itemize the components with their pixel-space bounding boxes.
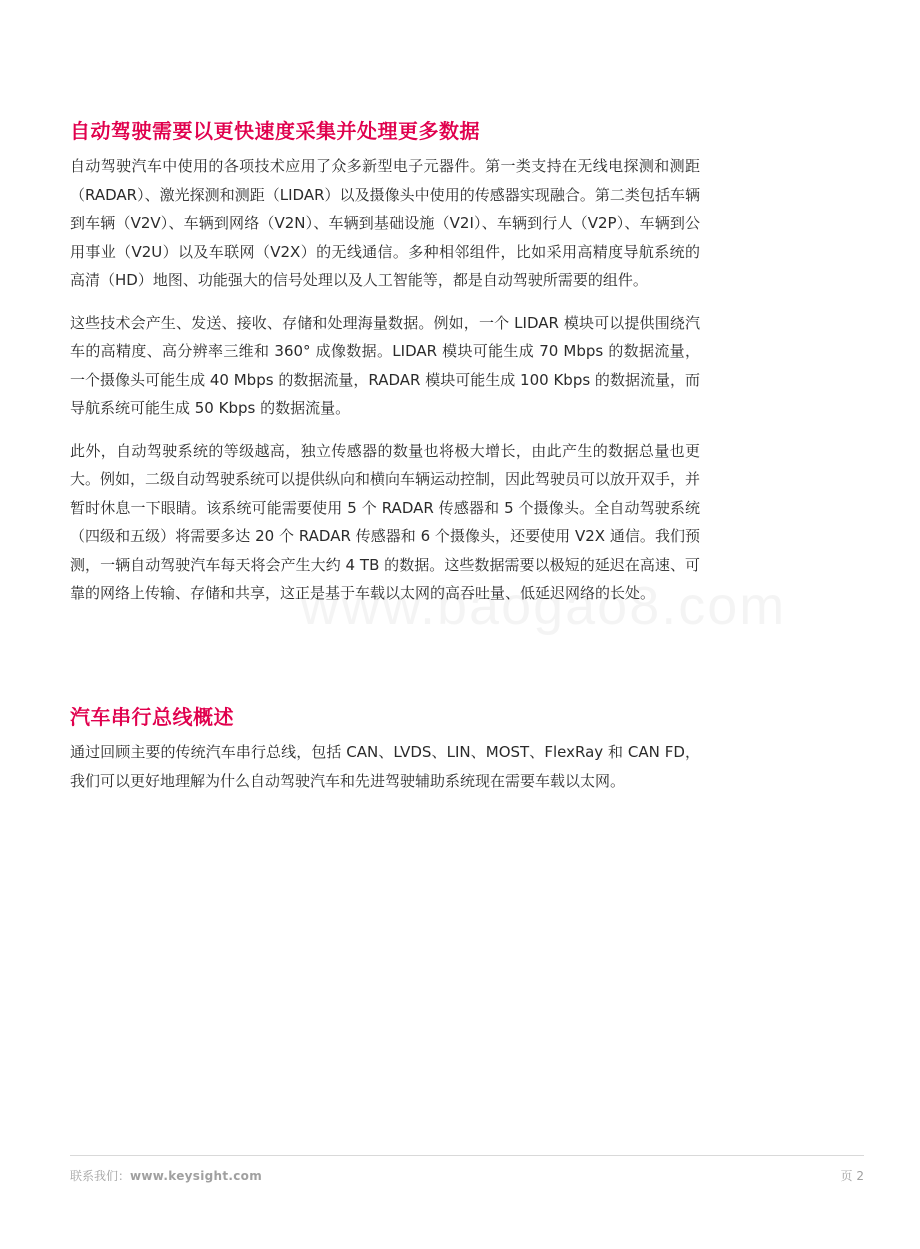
footer-contact [70, 1167, 262, 1184]
footer-url-link[interactable]: www.keysight.com [130, 1169, 263, 1183]
section-heading: 汽车串行总线概述 [70, 705, 234, 729]
body-paragraph: 这些技术会产生、发送、接收、存储和处理海量数据。例如，一个 LIDAR 模块可以提供围绕汽车的高精度、高分辨率三维和 360° 成像数据。LIDAR 模块可能生成 70 Mbps 的数据流量，一个摄像头可能生成 40 Mbps 的数据流量，RADAR 模块可能生成 100 Kbps 的数据流量，而导航系统可能生成 50 Kbps 的数据流量。 [70, 313, 700, 417]
section-heading: 自动驾驶需要以更快速度采集并处理更多数据 [70, 119, 480, 143]
body-paragraph: 通过回顾主要的传统汽车串行总线，包括 CAN、LVDS、LIN、MOST、FlexRay 和 CAN FD，我们可以更好地理解为什么自动驾驶汽车和先进驾驶辅助系统现在需要车载以太网。 [70, 743, 700, 790]
body-paragraph: 此外，自动驾驶系统的等级越高，独立传感器的数量也将极大增长，由此产生的数据总量也更大。例如，二级自动驾驶系统可以提供纵向和横向车辆运动控制，因此驾驶员可以放开双手，并暂时休息一下眼睛。该系统可能需要使用 5 个 RADAR 传感器和 5 个摄像头。全自动驾驶系统（四级和五级）将需要多达 20 个 RADAR 传感器和 6 个摄像头，还要使用 V2X 通信。我们预测，一辆自动驾驶汽车每天将会产生大约 4 TB 的数据。这些数据需要以极短的延迟在高速、可靠的网络上传输、存储和共享，这正是基于车载以太网的高吞吐量、低延迟网络的长处。 [70, 441, 701, 602]
section-serial-bus-overview [70, 702, 700, 809]
body-paragraph: 自动驾驶汽车中使用的各项技术应用了众多新型电子元器件。第一类支持在无线电探测和测距（RADAR）、激光探测和测距（LIDAR）以及摄像头中使用的传感器实现融合。第二类包括车辆到车辆（V2V）、车辆到网络（V2N）、车辆到基础设施（V2I）、车辆到行人（V2P）、车辆到公用事业（V2U）以及车联网（V2X）的无线通信。多种相邻组件，比如采用高精度导航系统的高清（HD）地图、功能强大的信号处理以及人工智能等，都是自动驾驶所需要的组件。 [70, 157, 700, 289]
footer-contact-label: 联系我们： [70, 1169, 131, 1183]
footer-divider [70, 1155, 864, 1156]
page-number: 页 2 [840, 1169, 864, 1183]
section-autonomous-data [70, 116, 700, 622]
